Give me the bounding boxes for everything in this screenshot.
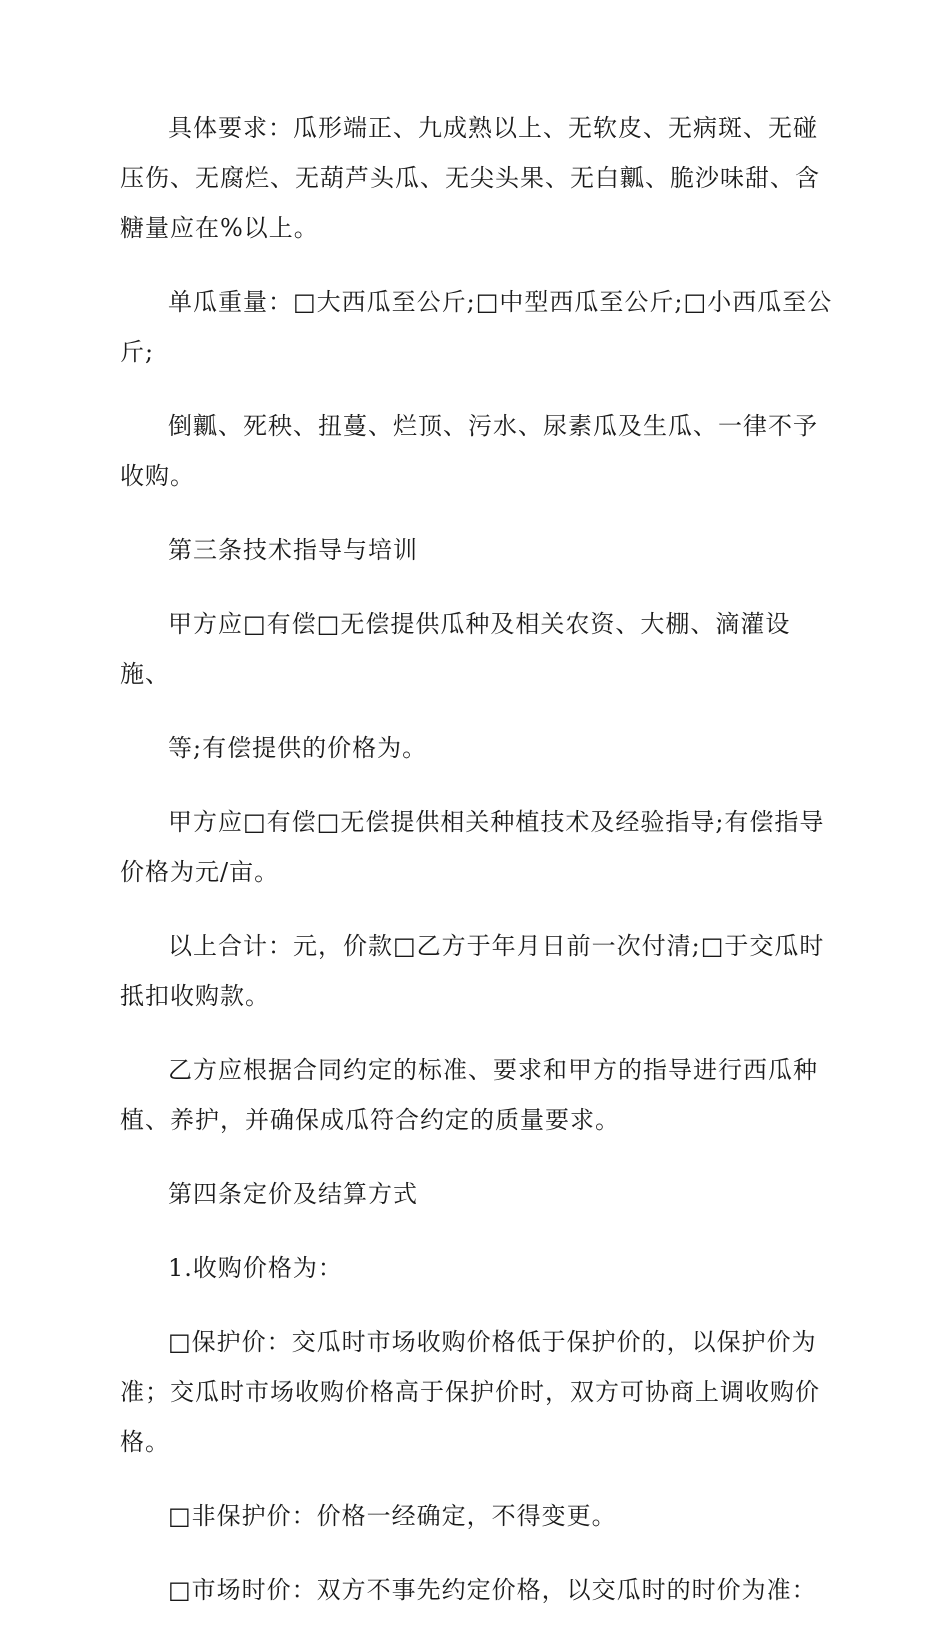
- supplies-paragraph: 甲方应□有偿□无偿提供瓜种及相关农资、大棚、滴灌设施、: [120, 610, 791, 688]
- rejection-paragraph: 倒瓤、死秧、扭蔓、烂顶、污水、尿素瓜及生瓜、一律不予收购。: [120, 412, 818, 490]
- protection-price-option: □保护价：交瓜时市场收购价格低于保护价的，以保护价为准；交瓜时市场收购价格高于保护价时，双方可协商上调收购价格。: [120, 1328, 820, 1456]
- non-protection-price-option: □非保护价：价格一经确定，不得变更。: [168, 1502, 617, 1530]
- unit-weight-paragraph: 单瓜重量：□大西瓜至公斤;□中型西瓜至公斤;□小西瓜至公斤;: [120, 288, 833, 366]
- quality-requirements-paragraph: 具体要求：瓜形端正、九成熟以上、无软皮、无病斑、无碰压伤、无腐烂、无葫芦头瓜、无尖头果、无白瓤、脆沙味甜、含糖量应在%以上。: [120, 114, 820, 242]
- document-body: [120, 103, 840, 1639]
- purchase-price-item: 1.收购价格为：: [168, 1254, 343, 1282]
- supplies-price-paragraph: 等;有偿提供的价格为。: [168, 734, 428, 762]
- article-four-heading: 第四条定价及结算方式: [168, 1180, 418, 1208]
- party-b-obligation-paragraph: 乙方应根据合同约定的标准、要求和甲方的指导进行西瓜种植、养护，并确保成瓜符合约定的质量要求。: [120, 1056, 818, 1134]
- total-payment-paragraph: 以上合计：元，价款□乙方于年月日前一次付清;□于交瓜时抵扣收购款。: [120, 932, 825, 1010]
- market-price-option: □市场时价：双方不事先约定价格，以交瓜时的时价为准：: [168, 1576, 817, 1604]
- article-three-heading: 第三条技术指导与培训: [168, 536, 418, 564]
- guidance-paragraph: 甲方应□有偿□无偿提供相关种植技术及经验指导;有偿指导价格为元/亩。: [120, 808, 825, 886]
